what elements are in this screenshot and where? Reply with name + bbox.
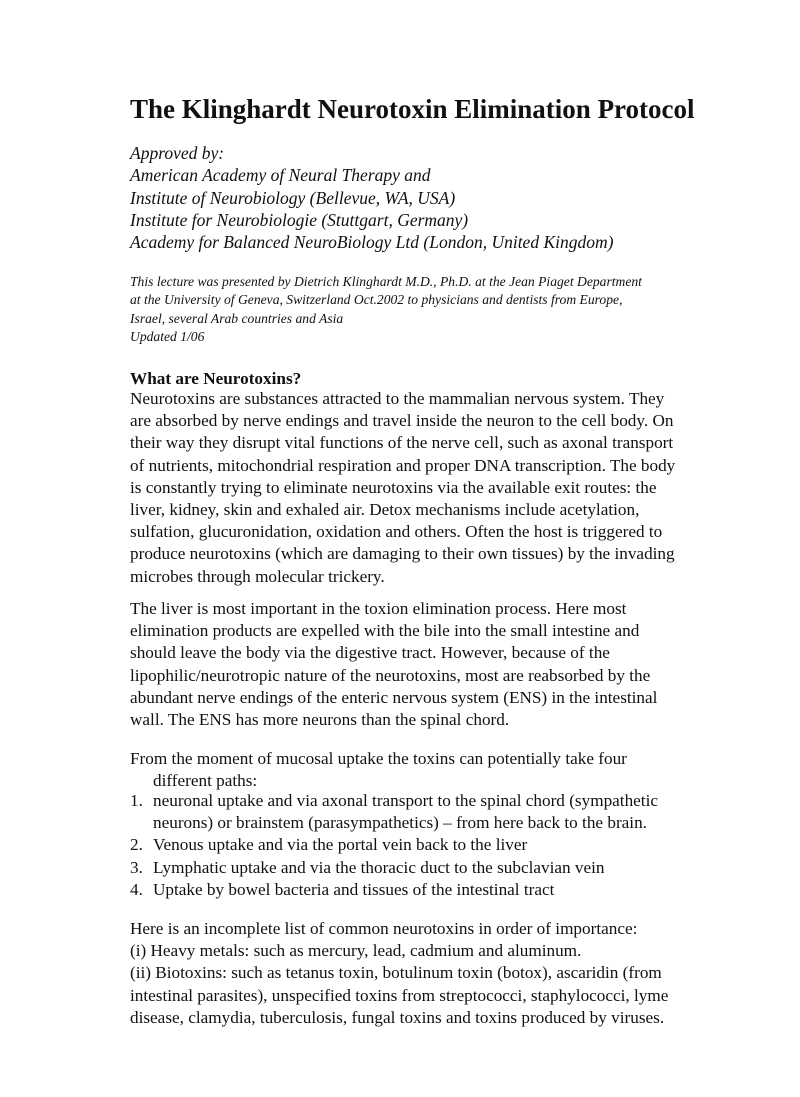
text-line: are absorbed by nerve endings and travel inside the neuron to the cell body. On [130, 411, 674, 431]
lecture-line: at the University of Geneva, Switzerland Oct.2002 to physicians and dentists from Europe, [130, 292, 623, 308]
lecture-note [130, 273, 642, 346]
paths-list [130, 790, 658, 901]
paragraph-1 [130, 388, 675, 588]
approved-line: Approved by: [130, 143, 225, 163]
approved-by-block [130, 142, 613, 253]
list-number: 4. [130, 879, 143, 899]
text-line: is constantly trying to eliminate neurotoxins via the available exit routes: the [130, 477, 657, 497]
text-line: From the moment of mucosal uptake the toxins can potentially take four [130, 749, 627, 768]
list-item [130, 879, 658, 901]
approved-line: Academy for Balanced NeuroBiology Ltd (London, United Kingdom) [130, 232, 614, 253]
text-line: wall. The ENS has more neurons than the spinal chord. [130, 710, 510, 730]
text-line: (i) Heavy metals: such as mercury, lead, cadmium and aluminum. [130, 941, 582, 961]
list-item [130, 790, 658, 812]
text-line: their way they disrupt vital functions of the nerve cell, such as axonal transport [130, 433, 674, 453]
text-line: Neurotoxins are substances attracted to the mammalian nervous system. They [130, 389, 665, 408]
paragraph-2 [130, 598, 657, 731]
text-line: lipophilic/neurotropic nature of the neurotoxins, most are reabsorbed by the [130, 665, 651, 685]
section-heading: What are Neurotoxins? [130, 369, 302, 388]
text-line: sulfation, glucuronidation, oxidation and others. Often the host is triggered to [130, 522, 663, 542]
lecture-line: Israel, several Arab countries and Asia [130, 310, 344, 326]
text-line: of nutrients, mitochondrial respiration and proper DNA transcription. The body [130, 455, 676, 475]
text-line: abundant nerve endings of the enteric nervous system (ENS) in the intestinal [130, 687, 658, 707]
list-number: 2. [130, 835, 143, 855]
approved-line: Institute for Neurobiologie (Stuttgart, Germany) [130, 209, 469, 230]
paragraph-3 [130, 748, 627, 792]
lecture-line: This lecture was presented by Dietrich Klinghardt M.D., Ph.D. at the Jean Piaget Department [130, 274, 642, 289]
list-text: Venous uptake and via the portal vein back to the liver [153, 835, 528, 855]
text-line: elimination products are expelled with the bile into the small intestine and [130, 621, 640, 641]
lecture-line: Updated 1/06 [130, 328, 205, 344]
text-line: The liver is most important in the toxion elimination process. Here most [130, 599, 627, 618]
list-number: 3. [130, 857, 143, 877]
list-text: neuronal uptake and via axonal transport to the spinal chord (sympathetic [153, 791, 658, 810]
text-line: microbes through molecular trickery. [130, 566, 385, 586]
approved-line: Institute of Neurobiology (Bellevue, WA, USA) [130, 187, 456, 208]
list-item [130, 857, 658, 879]
list-text: Uptake by bowel bacteria and tissues of the intestinal tract [153, 879, 555, 899]
text-line: disease, clamydia, tuberculosis, fungal toxins and toxins produced by viruses. [130, 1007, 665, 1027]
text-line: should leave the body via the digestive tract. However, because of the [130, 643, 610, 663]
list-text: Lymphatic uptake and via the thoracic duct to the subclavian vein [153, 857, 605, 877]
text-line: produce neurotoxins (which are damaging to their own tissues) by the invading [130, 544, 675, 564]
text-line: liver, kidney, skin and exhaled air. Detox mechanisms include acetylation, [130, 500, 640, 520]
list-item-continuation: neurons) or brainstem (parasympathetics) – from here back to the brain. [153, 813, 647, 833]
paragraph-4 [130, 918, 668, 1029]
text-line: intestinal parasites), unspecified toxins from streptococci, staphylococci, lyme [130, 985, 669, 1005]
document-title: The Klinghardt Neurotoxin Elimination Protocol [130, 94, 695, 124]
text-line: Here is an incomplete list of common neurotoxins in order of importance: [130, 919, 638, 938]
text-line: different paths: [153, 771, 258, 791]
text-line: (ii) Biotoxins: such as tetanus toxin, botulinum toxin (botox), ascaridin (from [130, 963, 662, 983]
approved-line: American Academy of Neural Therapy and [130, 165, 431, 186]
list-number: 1. [130, 791, 143, 810]
list-item [130, 834, 658, 856]
